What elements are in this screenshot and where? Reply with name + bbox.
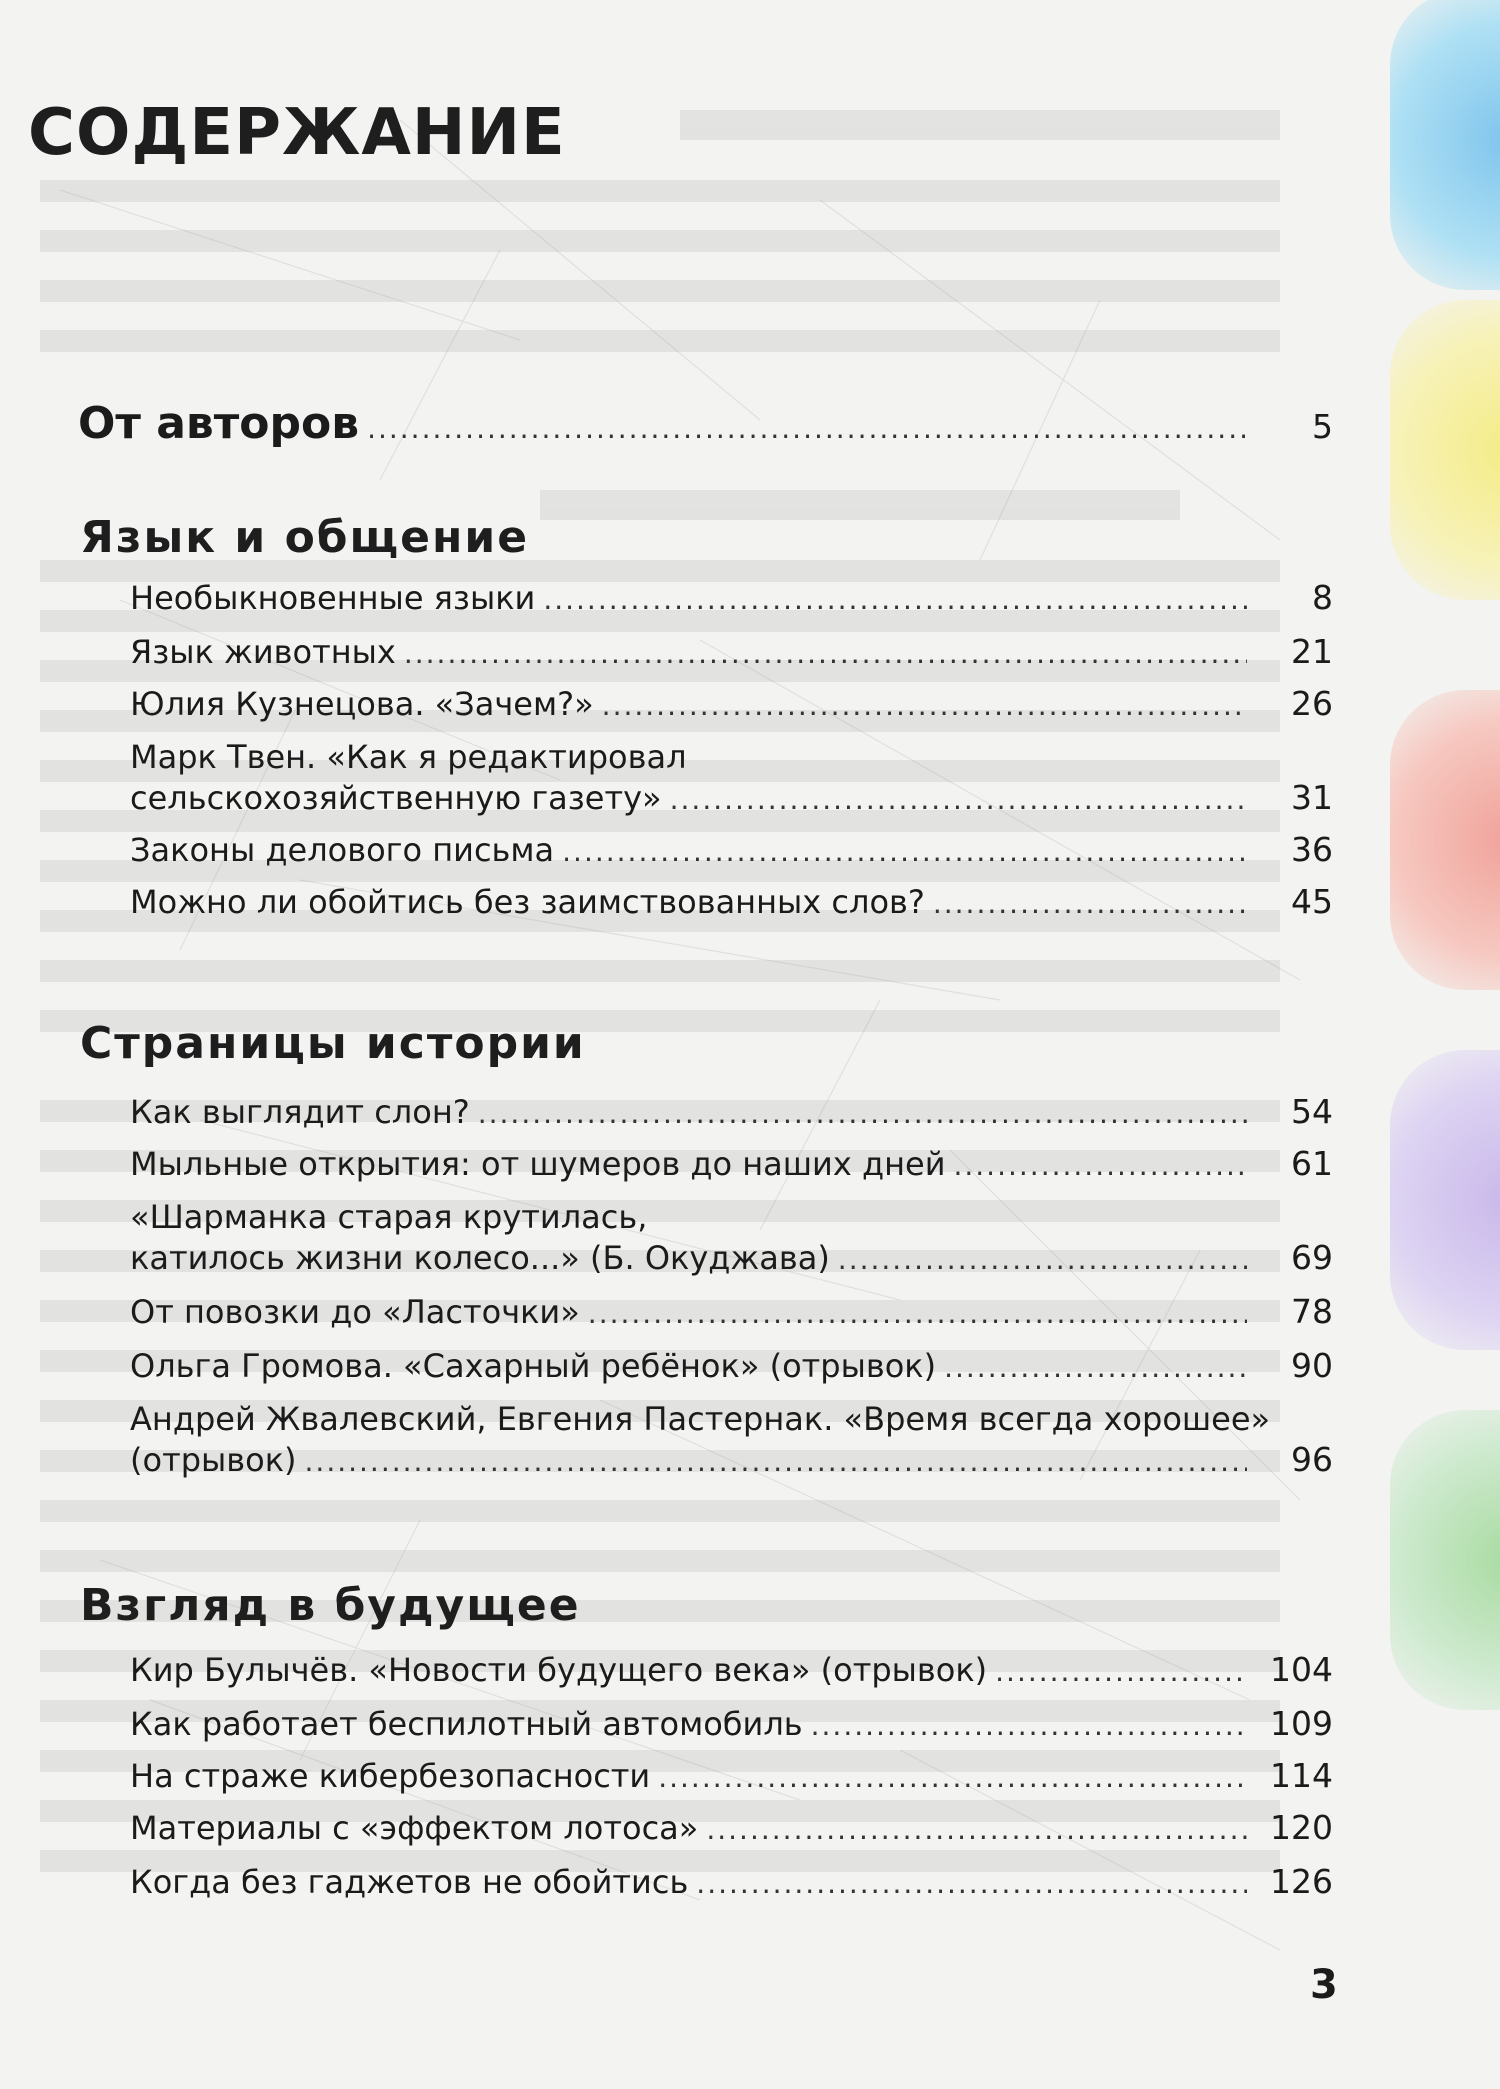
toc-entry-page: 21 bbox=[1291, 632, 1333, 671]
edge-tab-violet bbox=[1390, 1050, 1500, 1350]
dot-leader bbox=[602, 689, 1247, 722]
page-number: 3 bbox=[1310, 1962, 1338, 2008]
dot-leader bbox=[478, 1097, 1247, 1130]
section-heading: Взгляд в будущее bbox=[80, 1580, 581, 1631]
toc-entry-page: 5 bbox=[1312, 407, 1333, 446]
toc-entry-from-authors[interactable] bbox=[78, 398, 1333, 449]
toc-entry-title-line1: Андрей Жвалевский, Евгения Пастернак. «Время всегда хорошее» bbox=[130, 1400, 1271, 1438]
toc-entry-title: сельскохозяйственную газету» bbox=[130, 779, 662, 817]
toc-entry-title: Когда без гаджетов не обойтись bbox=[130, 1863, 689, 1901]
dot-leader bbox=[933, 887, 1247, 920]
toc-entry-page: 54 bbox=[1291, 1092, 1333, 1131]
section-heading: Страницы истории bbox=[80, 1018, 586, 1069]
toc-entry[interactable] bbox=[130, 578, 1333, 617]
dot-leader bbox=[305, 1445, 1247, 1478]
toc-entry-title: Мыльные открытия: от шумеров до наших дней bbox=[130, 1145, 946, 1183]
toc-entry-title: (отрывок) bbox=[130, 1441, 297, 1479]
toc-entry-page: 114 bbox=[1270, 1756, 1333, 1795]
toc-entry-title: катилось жизни колесо...» (Б. Окуджава) bbox=[130, 1239, 830, 1277]
toc-entry-title: От авторов bbox=[78, 398, 360, 449]
toc-entry[interactable] bbox=[130, 1440, 1333, 1479]
toc-entry-page: 126 bbox=[1270, 1862, 1333, 1901]
toc-entry[interactable] bbox=[130, 1704, 1333, 1743]
toc-entry-title: Материалы с «эффектом лотоса» bbox=[130, 1809, 699, 1847]
dot-leader bbox=[953, 1149, 1247, 1182]
toc-entry[interactable] bbox=[130, 1756, 1333, 1795]
toc-entry-page: 104 bbox=[1270, 1650, 1333, 1689]
dot-leader bbox=[706, 1813, 1247, 1846]
toc-entry-page: 36 bbox=[1291, 830, 1333, 869]
toc-entry[interactable] bbox=[130, 632, 1333, 671]
toc-entry[interactable] bbox=[130, 1650, 1333, 1689]
toc-entry[interactable] bbox=[130, 778, 1333, 817]
toc-entry-page: 109 bbox=[1270, 1704, 1333, 1743]
dot-leader bbox=[562, 835, 1247, 868]
section-heading: Язык и общение bbox=[80, 512, 530, 563]
toc-entry-page: 69 bbox=[1291, 1238, 1333, 1277]
edge-tab-yellow bbox=[1390, 300, 1500, 600]
dot-leader bbox=[838, 1243, 1247, 1276]
toc-entry-title: Язык животных bbox=[130, 633, 396, 671]
edge-color-tabs bbox=[1360, 0, 1500, 2089]
edge-tab-blue bbox=[1390, 0, 1500, 290]
dot-leader bbox=[811, 1709, 1247, 1742]
toc-entry-title: Можно ли обойтись без заимствованных слов? bbox=[130, 883, 925, 921]
toc-entry[interactable] bbox=[130, 1144, 1333, 1183]
toc-entry-page: 26 bbox=[1291, 684, 1333, 723]
dot-leader bbox=[367, 412, 1247, 445]
toc-entry[interactable] bbox=[130, 1862, 1333, 1901]
toc-entry-title-line1: «Шарманка старая крутилась, bbox=[130, 1198, 648, 1236]
dot-leader bbox=[588, 1297, 1247, 1330]
toc-entry[interactable] bbox=[130, 1346, 1333, 1385]
dot-leader bbox=[995, 1655, 1247, 1688]
toc-entry-page: 61 bbox=[1291, 1144, 1333, 1183]
toc-entry-page: 96 bbox=[1291, 1440, 1333, 1479]
toc-entry[interactable] bbox=[130, 830, 1333, 869]
toc-entry-title: Как выглядит слон? bbox=[130, 1093, 470, 1131]
toc-entry-title: Ольга Громова. «Сахарный ребёнок» (отрывок) bbox=[130, 1347, 937, 1385]
toc-entry-title: Кир Булычёв. «Новости будущего века» (отрывок) bbox=[130, 1651, 988, 1689]
toc-entry-title: На страже кибербезопасности bbox=[130, 1757, 651, 1795]
toc-entry[interactable] bbox=[130, 1238, 1333, 1277]
edge-tab-green bbox=[1390, 1410, 1500, 1710]
toc-entry-page: 31 bbox=[1291, 778, 1333, 817]
dot-leader bbox=[404, 637, 1247, 670]
toc-entry-page: 90 bbox=[1291, 1346, 1333, 1385]
toc-entry-title: Юлия Кузнецова. «Зачем?» bbox=[130, 685, 594, 723]
toc-entry-page: 78 bbox=[1291, 1292, 1333, 1331]
page-title: СОДЕРЖАНИЕ bbox=[28, 96, 566, 170]
toc-entry-page: 120 bbox=[1270, 1808, 1333, 1847]
dot-leader bbox=[944, 1351, 1247, 1384]
toc-entry-title: От повозки до «Ласточки» bbox=[130, 1293, 580, 1331]
toc-entry-title: Необыкновенные языки bbox=[130, 579, 536, 617]
toc-entry-title: Как работает беспилотный автомобиль bbox=[130, 1705, 803, 1743]
dot-leader bbox=[658, 1761, 1247, 1794]
toc-entry[interactable] bbox=[130, 1292, 1333, 1331]
toc-entry-title-line1: Марк Твен. «Как я редактировал bbox=[130, 738, 687, 776]
toc-entry-page: 8 bbox=[1312, 578, 1333, 617]
toc-entry[interactable] bbox=[130, 1808, 1333, 1847]
edge-tab-red bbox=[1390, 690, 1500, 990]
toc-entry[interactable] bbox=[130, 882, 1333, 921]
toc-entry[interactable] bbox=[130, 1092, 1333, 1131]
dot-leader bbox=[670, 783, 1247, 816]
dot-leader bbox=[696, 1867, 1247, 1900]
toc-entry-page: 45 bbox=[1291, 882, 1333, 921]
dot-leader bbox=[543, 583, 1247, 616]
toc-entry-title: Законы делового письма bbox=[130, 831, 555, 869]
toc-entry[interactable] bbox=[130, 684, 1333, 723]
